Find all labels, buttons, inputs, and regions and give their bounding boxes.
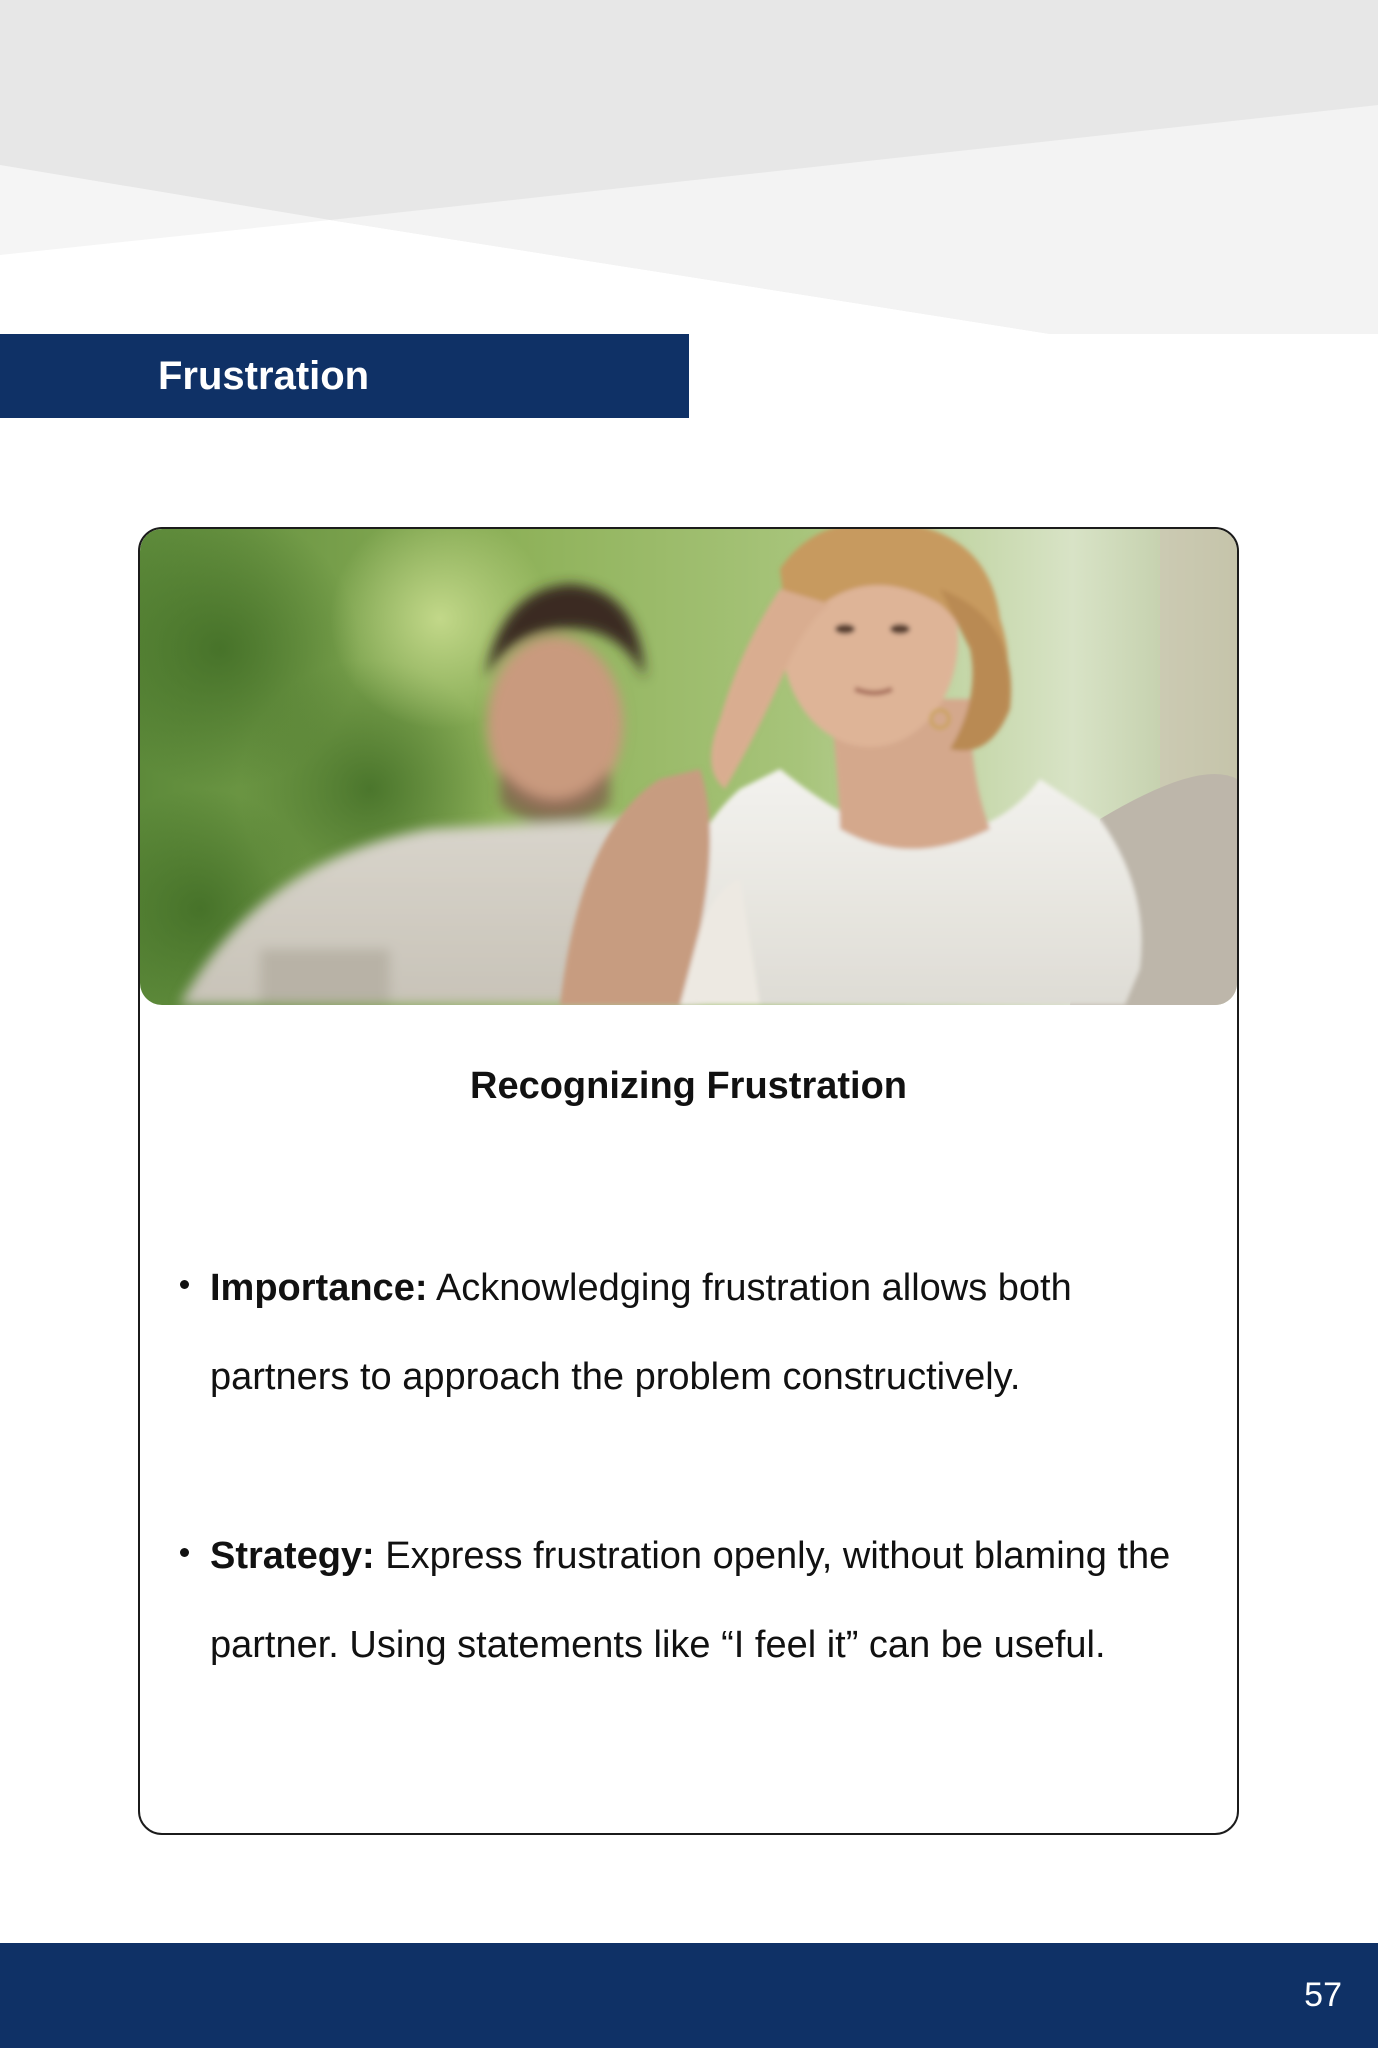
header-background: [0, 0, 1378, 340]
bullet-heading: Importance:: [210, 1267, 428, 1309]
couple-photo: [140, 529, 1237, 1005]
bullet-text: Express frustration openly, without blaming the partner. Using statements like “I feel it” can be useful.: [210, 1535, 1171, 1666]
bullet-heading: Strategy:: [210, 1535, 375, 1577]
page-number: 57: [1304, 1976, 1342, 2014]
bullet-dot-icon: [180, 1548, 189, 1557]
card-title: Recognizing Frustration: [470, 1065, 907, 1107]
bullet-text: Acknowledging frustration allows both partners to approach the problem constructively.: [210, 1267, 1072, 1398]
section-title: Frustration: [158, 354, 370, 398]
section-title-bar: [0, 334, 689, 418]
bullet-dot-icon: [180, 1280, 189, 1289]
content-card: [138, 527, 1239, 1835]
bullet-item-importance: [210, 1244, 1210, 1422]
bullet-list: [210, 1244, 1210, 1780]
bullet-item-strategy: [210, 1512, 1210, 1690]
footer-bar: [0, 1943, 1378, 2048]
